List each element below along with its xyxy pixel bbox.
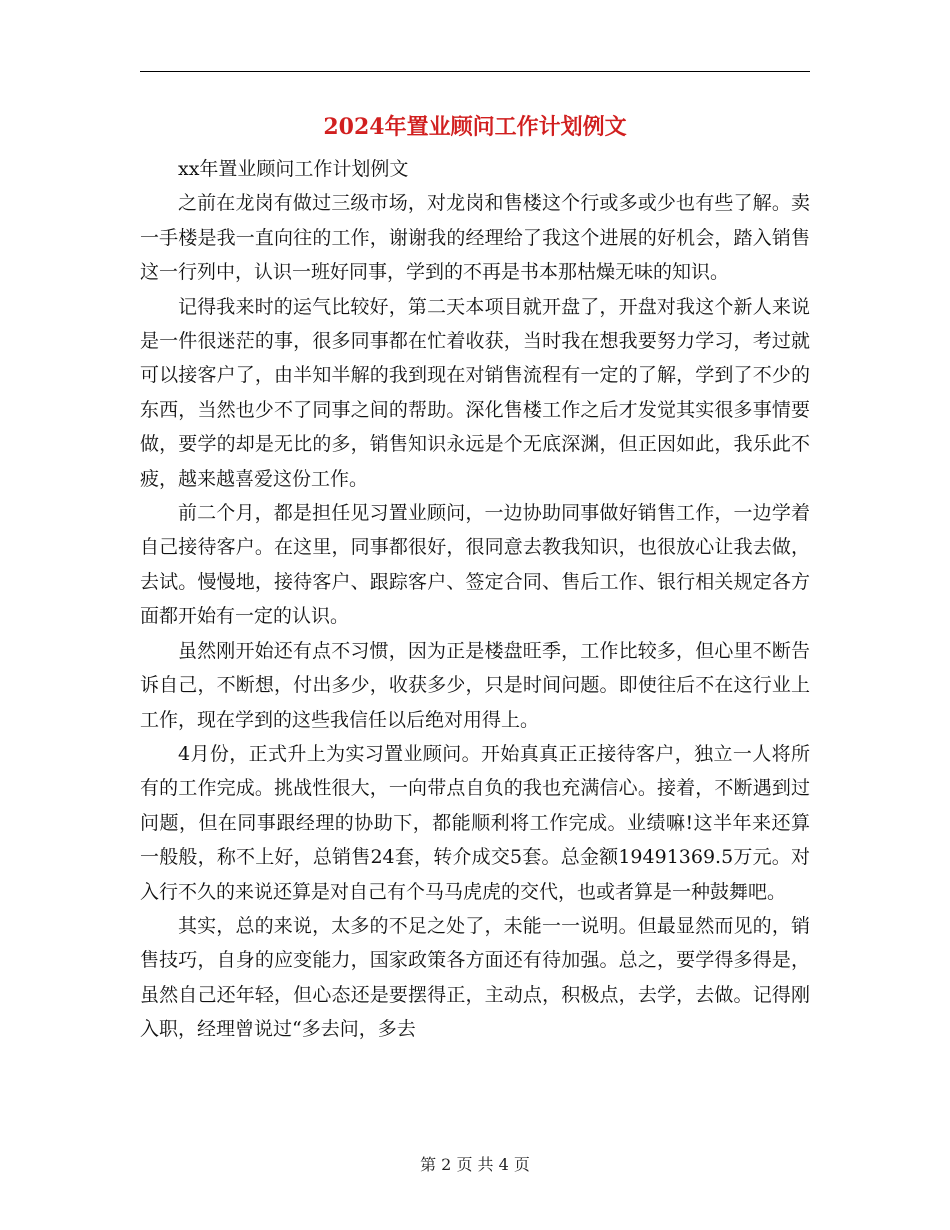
paragraph: 其实，总的来说，太多的不足之处了，未能一一说明。但最显然而见的，销售技巧，自身的应变能力，国家政策各方面还有待加强。总之，要学得多得是，虽然自己还年轻，但心态还是要摆得正，主动点，积极点，去学，去做。记得刚入职，经理曾说过“多去问，多去 — [140, 914, 810, 1041]
paragraph: 记得我来时的运气比较好，第二天本项目就开盘了，开盘对我这个新人来说是一件很迷茫的事，很多同事都在忙着收获，当时我在想我要努力学习，考过就可以接客户了，由半知半解的我到现在对销售流程有一定的了解，学到了不少的东西，当然也少不了同事之间的帮助。深化售楼工作之后才发觉其实很多事情要做，要学的却是无比的多，销售知识永远是个无底深渊，但正因如此，我乐此不疲，越来越喜爱这份工作。 — [140, 295, 810, 490]
header-rule — [140, 71, 810, 72]
document-body — [140, 152, 810, 1047]
paragraph: 4月份，正式升上为实习置业顾问。开始真真正正接待客户，独立一人将所有的工作完成。挑战性很大，一向带点自负的我也充满信心。接着，不断遇到过问题，但在同事跟经理的协助下，都能顺利将工作完成。业绩嘛!这半年来还算一般般，称不上好，总销售24套，转介成交5套。总金额19491369.5万元。对入行不久的来说还算是对自己有个马马虎虎的交代，也或者算是一种鼓舞吧。 — [140, 742, 810, 903]
paragraph: xx年置业顾问工作计划例文 — [178, 158, 409, 180]
page-number: 第 2 页 共 4 页 — [420, 1155, 530, 1174]
paragraph: 之前在龙岗有做过三级市场，对龙岗和售楼这个行或多或少也有些了解。卖一手楼是我一直向往的工作，谢谢我的经理给了我这个进展的好机会，踏入销售这一行列中，认识一班好同事，学到的不再是书本那枯燥无味的知识。 — [140, 192, 810, 284]
paragraph: 虽然刚开始还有点不习惯，因为正是楼盘旺季，工作比较多，但心里不断告诉自己，不断想，付出多少，收获多少，只是时间问题。即使往后不在这行业上工作，现在学到的这些我信任以后绝对用得上。 — [140, 639, 810, 731]
paragraph: 前二个月，都是担任见习置业顾问，一边协助同事做好销售工作，一边学着自己接待客户。在这里，同事都很好，很同意去教我知识，也很放心让我去做，去试。慢慢地，接待客户、跟踪客户、签定合同、售后工作、银行相关规定各方面都开始有一定的认识。 — [140, 502, 810, 628]
document-title: 2024年置业顾问工作计划例文 — [323, 114, 627, 140]
